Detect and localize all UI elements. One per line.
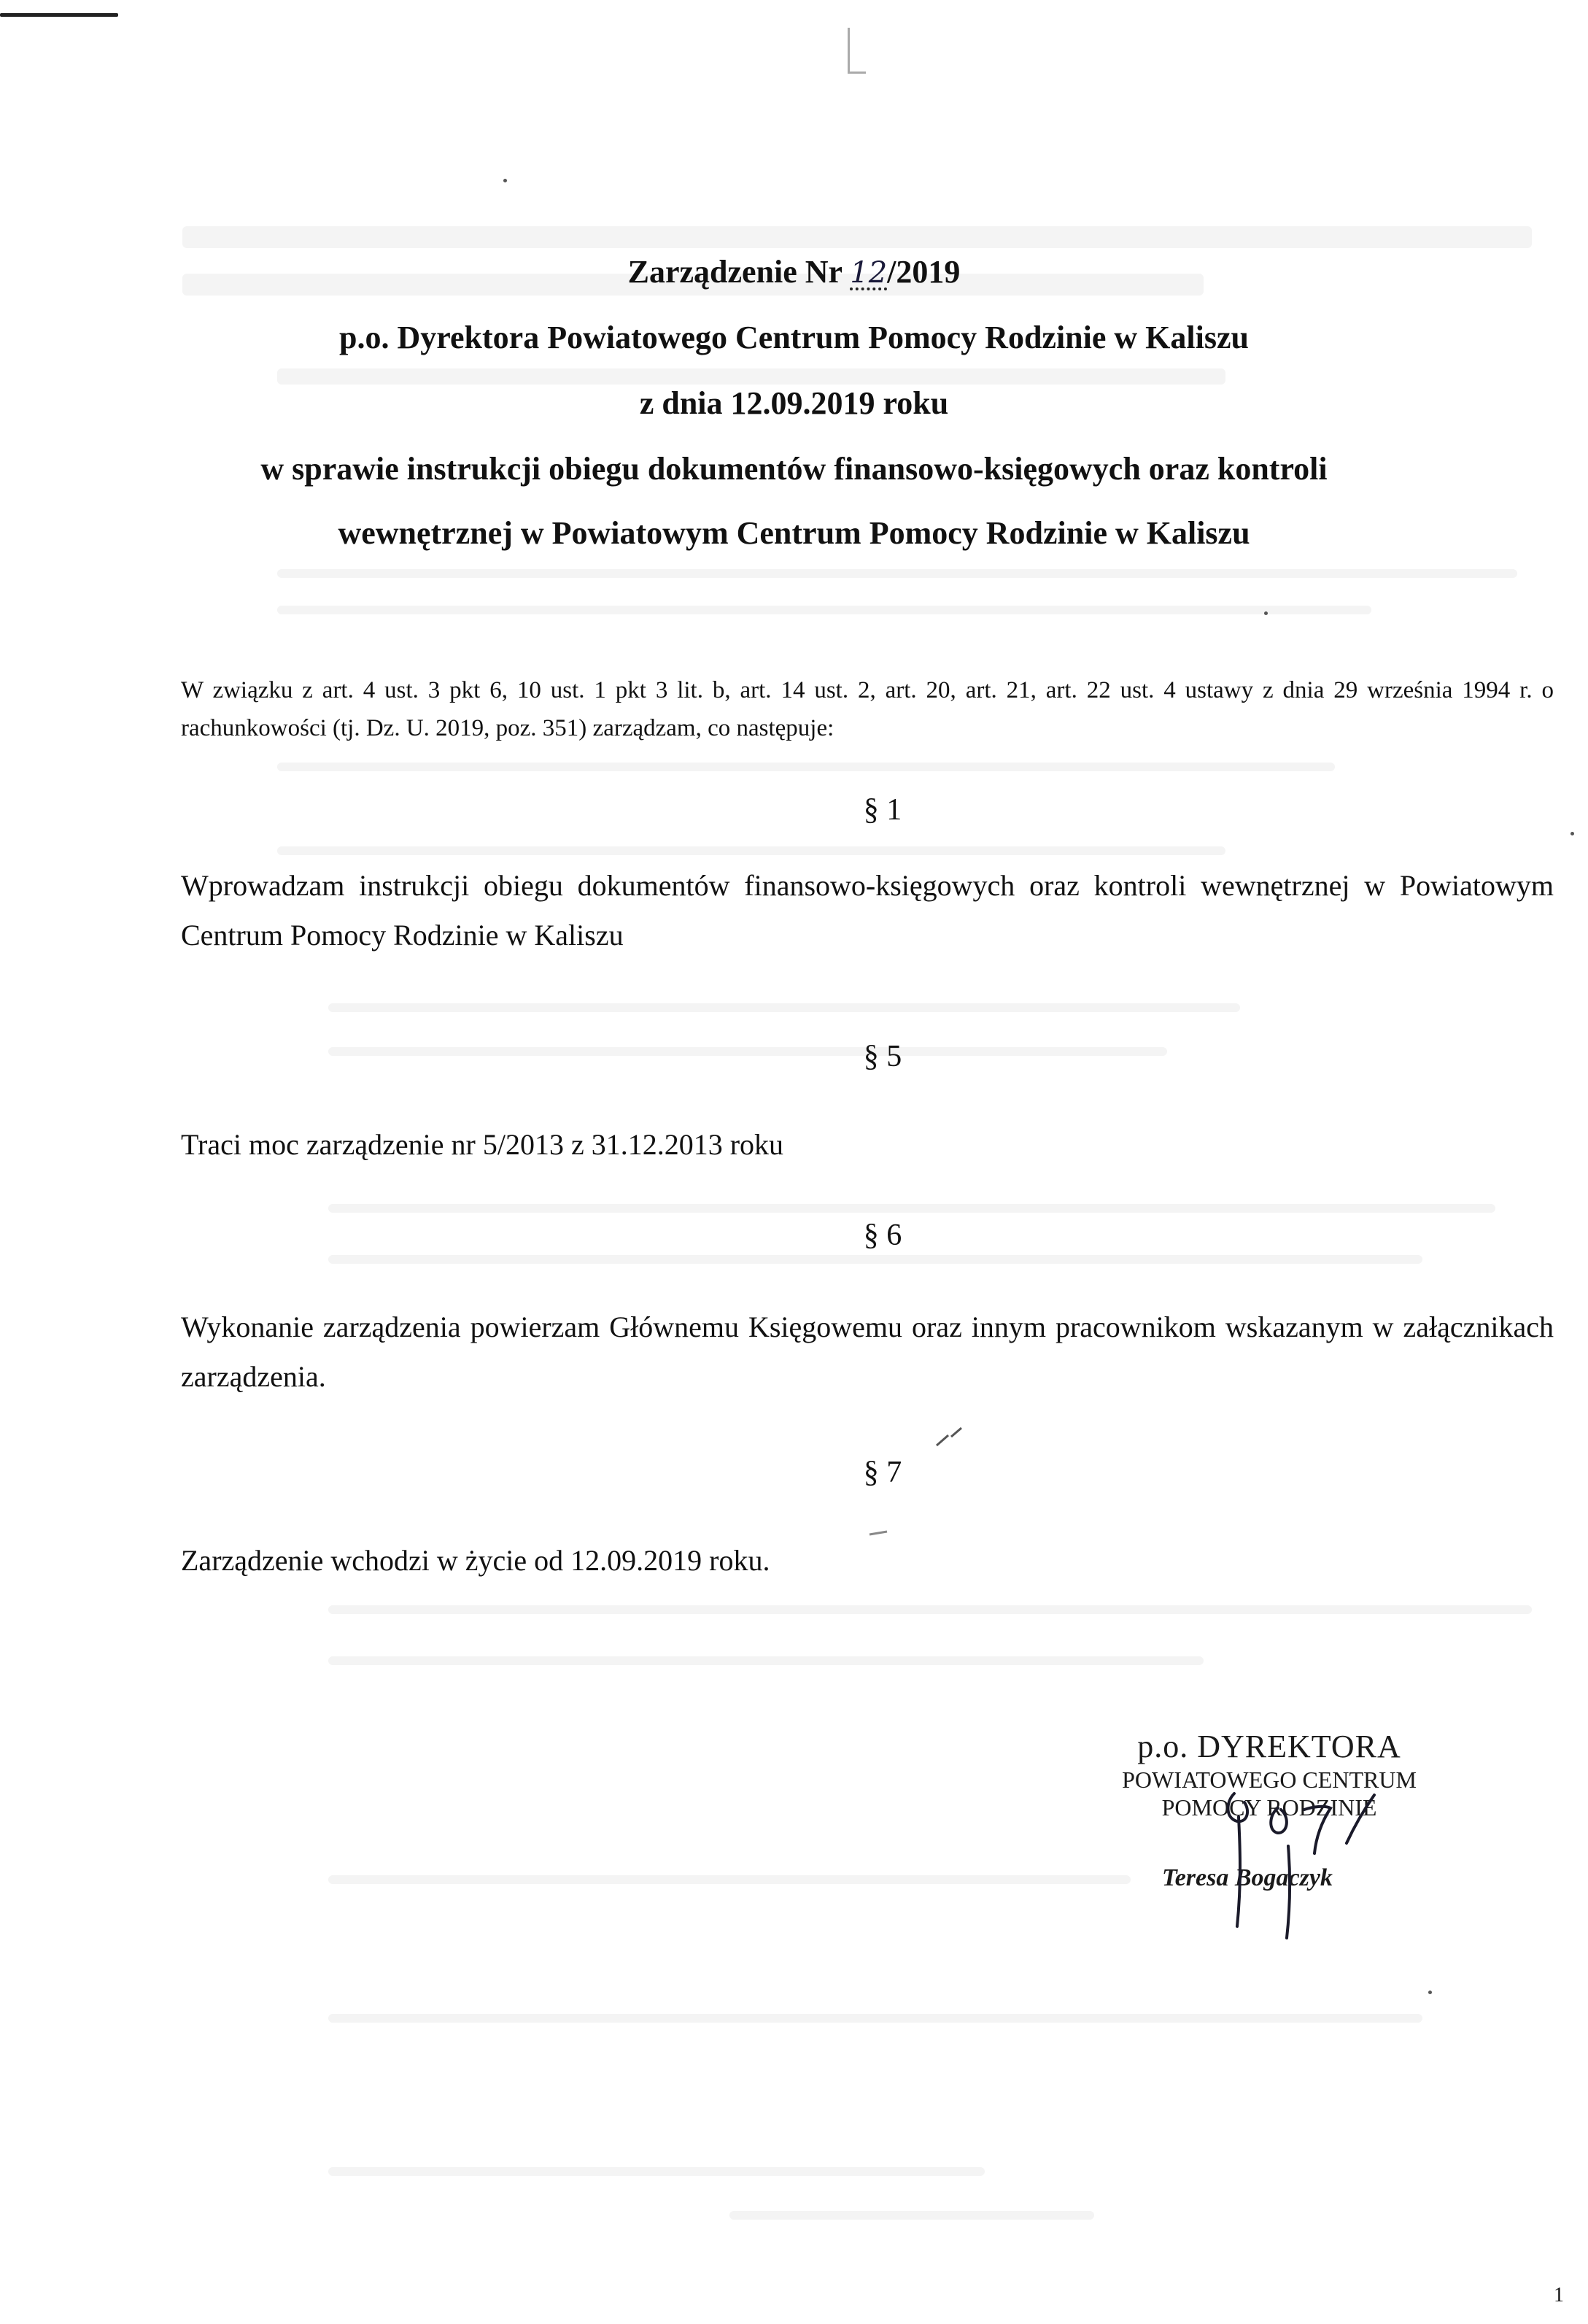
bleed-through-line [729,2211,1094,2220]
title-prefix: Zarządzenie Nr [627,254,851,290]
section-marker-5: § 5 [863,1040,902,1073]
section-text-1: Wprowadzam instrukcji obiegu dokumentów finansowo-księgowych oraz kontroli wewnętrznej w Powiatowym Centrum Pomocy Rodzinie w Kaliszu [181,869,1554,951]
scan-edge-mark [0,13,118,17]
bleed-through-heading [182,124,193,174]
stamp-name: Teresa Bogaczyk [1162,1864,1333,1891]
section-marker-7: § 7 [863,1456,902,1489]
bleed-through-line [328,2167,985,2176]
section-text-6: Wykonanie zarządzenia powierzam Głównemu Księgowemu oraz innym pracownikom wskazanym w załącznikach zarządzenia. [181,1310,1554,1393]
document-title [0,252,1588,293]
section-marker-6: § 6 [863,1219,902,1252]
stamp-institution-1: POWIATOWEGO CENTRUM [1122,1767,1417,1793]
bleed-through-line [328,1255,1422,1264]
bleed-through-line [328,1656,1204,1665]
scan-speck [503,179,507,182]
pencil-mark [848,28,866,74]
bleed-through-line [277,569,1517,578]
bleed-through-line [328,1875,1131,1884]
subject-line-2: wewnętrznej w Powiatowym Centrum Pomocy Rodzinie w Kaliszu [338,515,1250,551]
ink-stroke [935,1427,964,1448]
bleed-through-line [328,1605,1532,1614]
stamp-institution-2: POMOCY RODZINIE [1161,1794,1377,1821]
issuer-line: p.o. Dyrektora Powiatowego Centrum Pomocy Rodzinie w Kaliszu [339,320,1249,355]
scan-speck [1570,832,1574,835]
scan-speck [1428,1991,1432,1994]
bleed-through-line [277,368,1225,385]
date-line: z dnia 12.09.2019 roku [639,385,949,421]
handwritten-signature [1218,1773,1408,1941]
bleed-through-line [277,606,1371,614]
scan-speck [1264,611,1268,615]
title-suffix: /2019 [887,254,961,290]
section-text-5: Traci moc zarządzenie nr 5/2013 z 31.12.2013 roku [181,1128,784,1161]
bleed-through-line [328,1047,1167,1056]
bleed-through-line [277,846,1225,855]
section-text-7: Zarządzenie wchodzi w życie od 12.09.2019 roku. [181,1544,770,1577]
bleed-through-line [277,763,1335,771]
bleed-through-line [328,1003,1240,1012]
stamp-title: p.o. DYREKTORA [1137,1729,1401,1764]
handwritten-number: 12 [850,256,888,290]
bleed-through-line [328,2014,1422,2023]
bleed-through-line [182,226,1532,248]
page-number: 1 [1554,2284,1564,2306]
section-marker-1: § 1 [863,793,902,827]
subject-line-1: w sprawie instrukcji obiegu dokumentów finansowo-księgowych oraz kontroli [260,451,1328,487]
bleed-through-line [328,1204,1495,1213]
legal-basis-paragraph: W związku z art. 4 ust. 3 pkt 6, 10 ust. 1 pkt 3 lit. b, art. 14 ust. 2, art. 20, art. 21, art. 22 ust. 4 ustawy z dnia 29 września 1994 r. o rachunkowości (tj. Dz. U. 2019, poz. 351) zarządzam, co następuje: [181,677,1554,741]
